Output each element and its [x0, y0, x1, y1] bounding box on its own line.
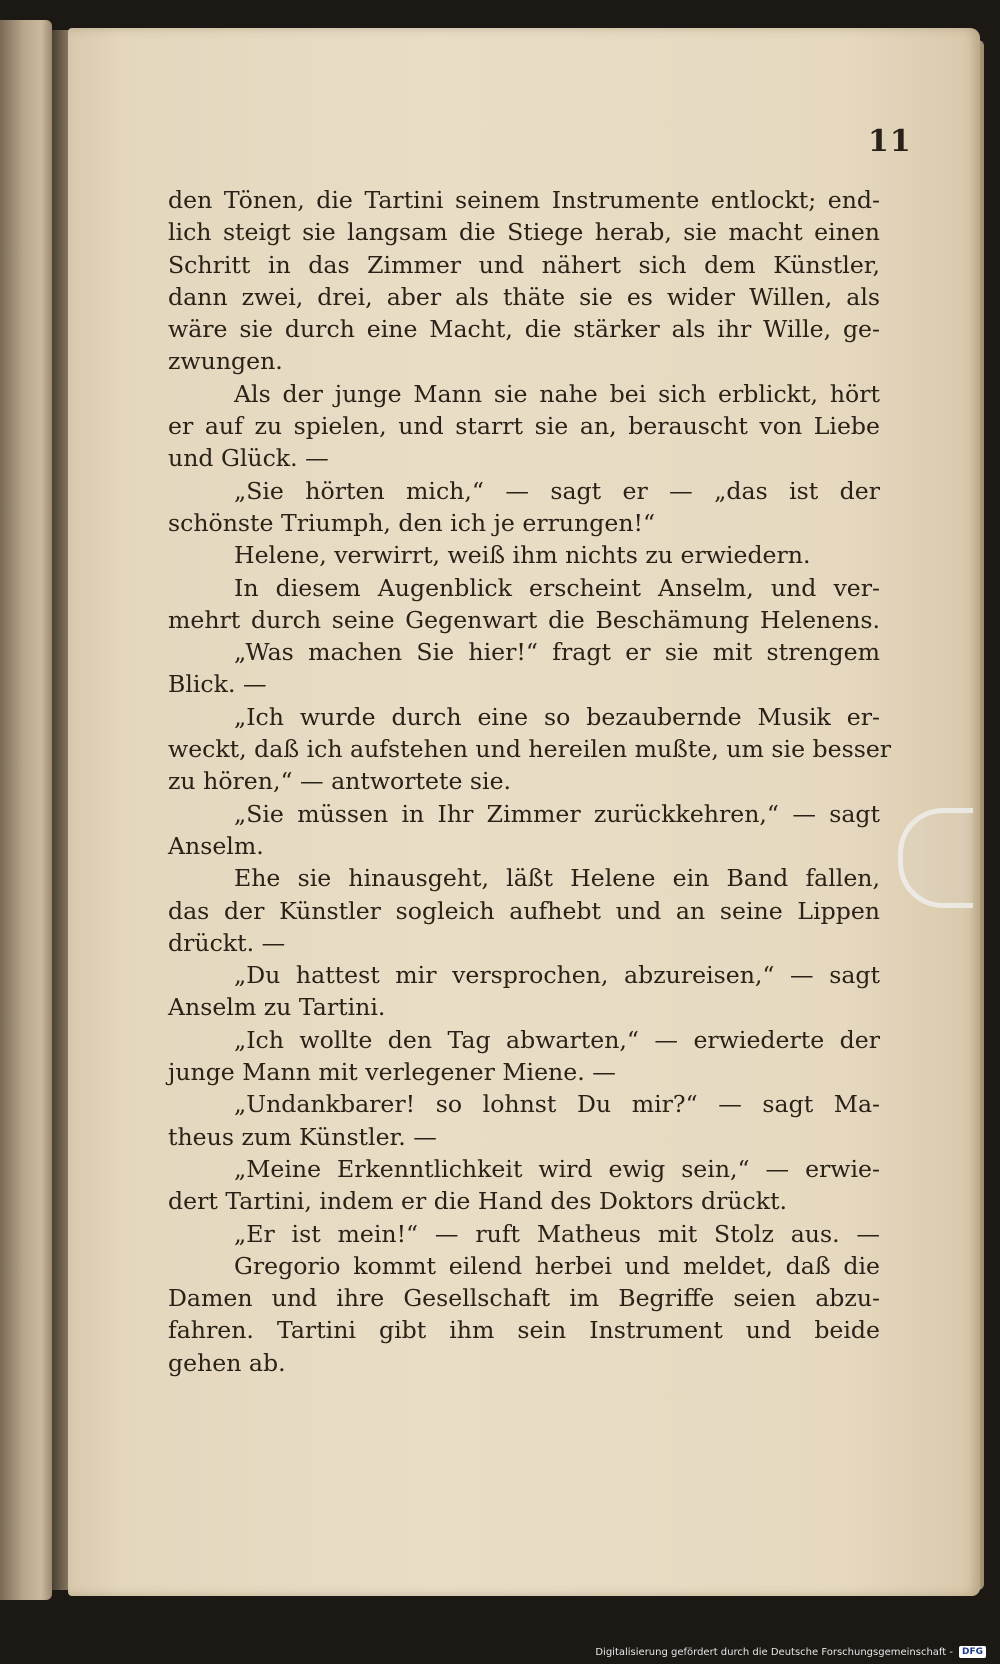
- text-line: Als der junge Mann sie nahe bei sich erblickt, hört: [234, 379, 880, 408]
- text-line: „Er ist mein!“ — ruft Matheus mit Stolz aus. —: [234, 1219, 880, 1248]
- text-line: mehrt durch seine Gegenwart die Beschämung Helenens.: [168, 605, 880, 634]
- dfg-logo: DFG: [959, 1646, 986, 1658]
- text-line: „Sie hörten mich,“ — sagt er — „das ist der: [234, 476, 880, 505]
- text-line: Anselm.: [168, 831, 264, 860]
- text-line: Gregorio kommt eilend herbei und meldet, daß die: [234, 1251, 880, 1280]
- text-line: gehen ab.: [168, 1348, 286, 1377]
- text-line: „Undankbarer! so lohnst Du mir?“ — sagt Ma-: [234, 1090, 880, 1119]
- left-page-edge: [0, 20, 52, 1600]
- text-line: „Was machen Sie hier!“ fragt er sie mit strengem: [234, 638, 880, 667]
- credit-text: Digitalisierung gefördert durch die Deutsche Forschungsgemeinschaft -: [595, 1646, 953, 1658]
- footer-credit: [595, 1646, 986, 1658]
- text-line: den Tönen, die Tartini seinem Instrumente entlockt; end-: [168, 186, 880, 214]
- text-line: er auf zu spielen, und starrt sie an, berauscht von Liebe: [168, 412, 880, 441]
- text-line: „Sie müssen in Ihr Zimmer zurückkehren,“ — sagt: [234, 799, 880, 828]
- text-line: Schritt in das Zimmer und nähert sich dem Künstler,: [168, 250, 880, 279]
- text-line: Anselm zu Tartini.: [168, 993, 386, 1022]
- text-line: zu hören,“ — antwortete sie.: [168, 767, 512, 796]
- text-line: junge Mann mit verlegener Miene. —: [168, 1058, 616, 1087]
- text-line: lich steigt sie langsam die Stiege herab, sie macht einen: [168, 218, 880, 247]
- page-clip-icon: [898, 808, 973, 908]
- text-line: „Ich wurde durch eine so bezaubernde Musik er-: [234, 702, 880, 731]
- text-line: das der Künstler sogleich aufhebt und an seine Lippen: [168, 896, 880, 925]
- text-line: wäre sie durch eine Macht, die stärker als ihr Wille, ge-: [168, 315, 880, 344]
- body-text: [168, 184, 892, 1379]
- text-line: dert Tartini, indem er die Hand des Doktors drückt.: [168, 1187, 788, 1216]
- text-line: dann zwei, drei, aber als thäte sie es wider Willen, als: [168, 282, 880, 311]
- text-line: theus zum Künstler. —: [168, 1122, 437, 1151]
- text-line: fahren. Tartini gibt ihm sein Instrument und beide: [168, 1316, 880, 1345]
- text-line: Helene, verwirrt, weiß ihm nichts zu erwiedern.: [234, 541, 811, 570]
- text-line: Ehe sie hinausgeht, läßt Helene ein Band fallen,: [234, 864, 880, 893]
- text-line: drückt. —: [168, 928, 286, 957]
- text-line: Blick. —: [168, 670, 267, 699]
- text-line: „Du hattest mir versprochen, abzureisen,“ — sagt: [234, 961, 880, 990]
- page-number: 11: [868, 124, 912, 159]
- text-line: „Ich wollte den Tag abwarten,“ — erwiederte der: [234, 1025, 880, 1054]
- text-line: In diesem Augenblick erscheint Anselm, und ver-: [234, 573, 880, 602]
- text-line: „Meine Erkenntlichkeit wird ewig sein,“ — erwie-: [234, 1154, 880, 1183]
- text-line: zwungen.: [168, 347, 283, 376]
- text-line: weckt, daß ich aufstehen und hereilen mußte, um sie besser: [168, 735, 892, 764]
- text-line: schönste Triumph, den ich je errungen!“: [168, 508, 656, 537]
- text-line: Damen und ihre Gesellschaft im Begriffe seien abzu-: [168, 1284, 880, 1313]
- text-line: und Glück. —: [168, 444, 329, 473]
